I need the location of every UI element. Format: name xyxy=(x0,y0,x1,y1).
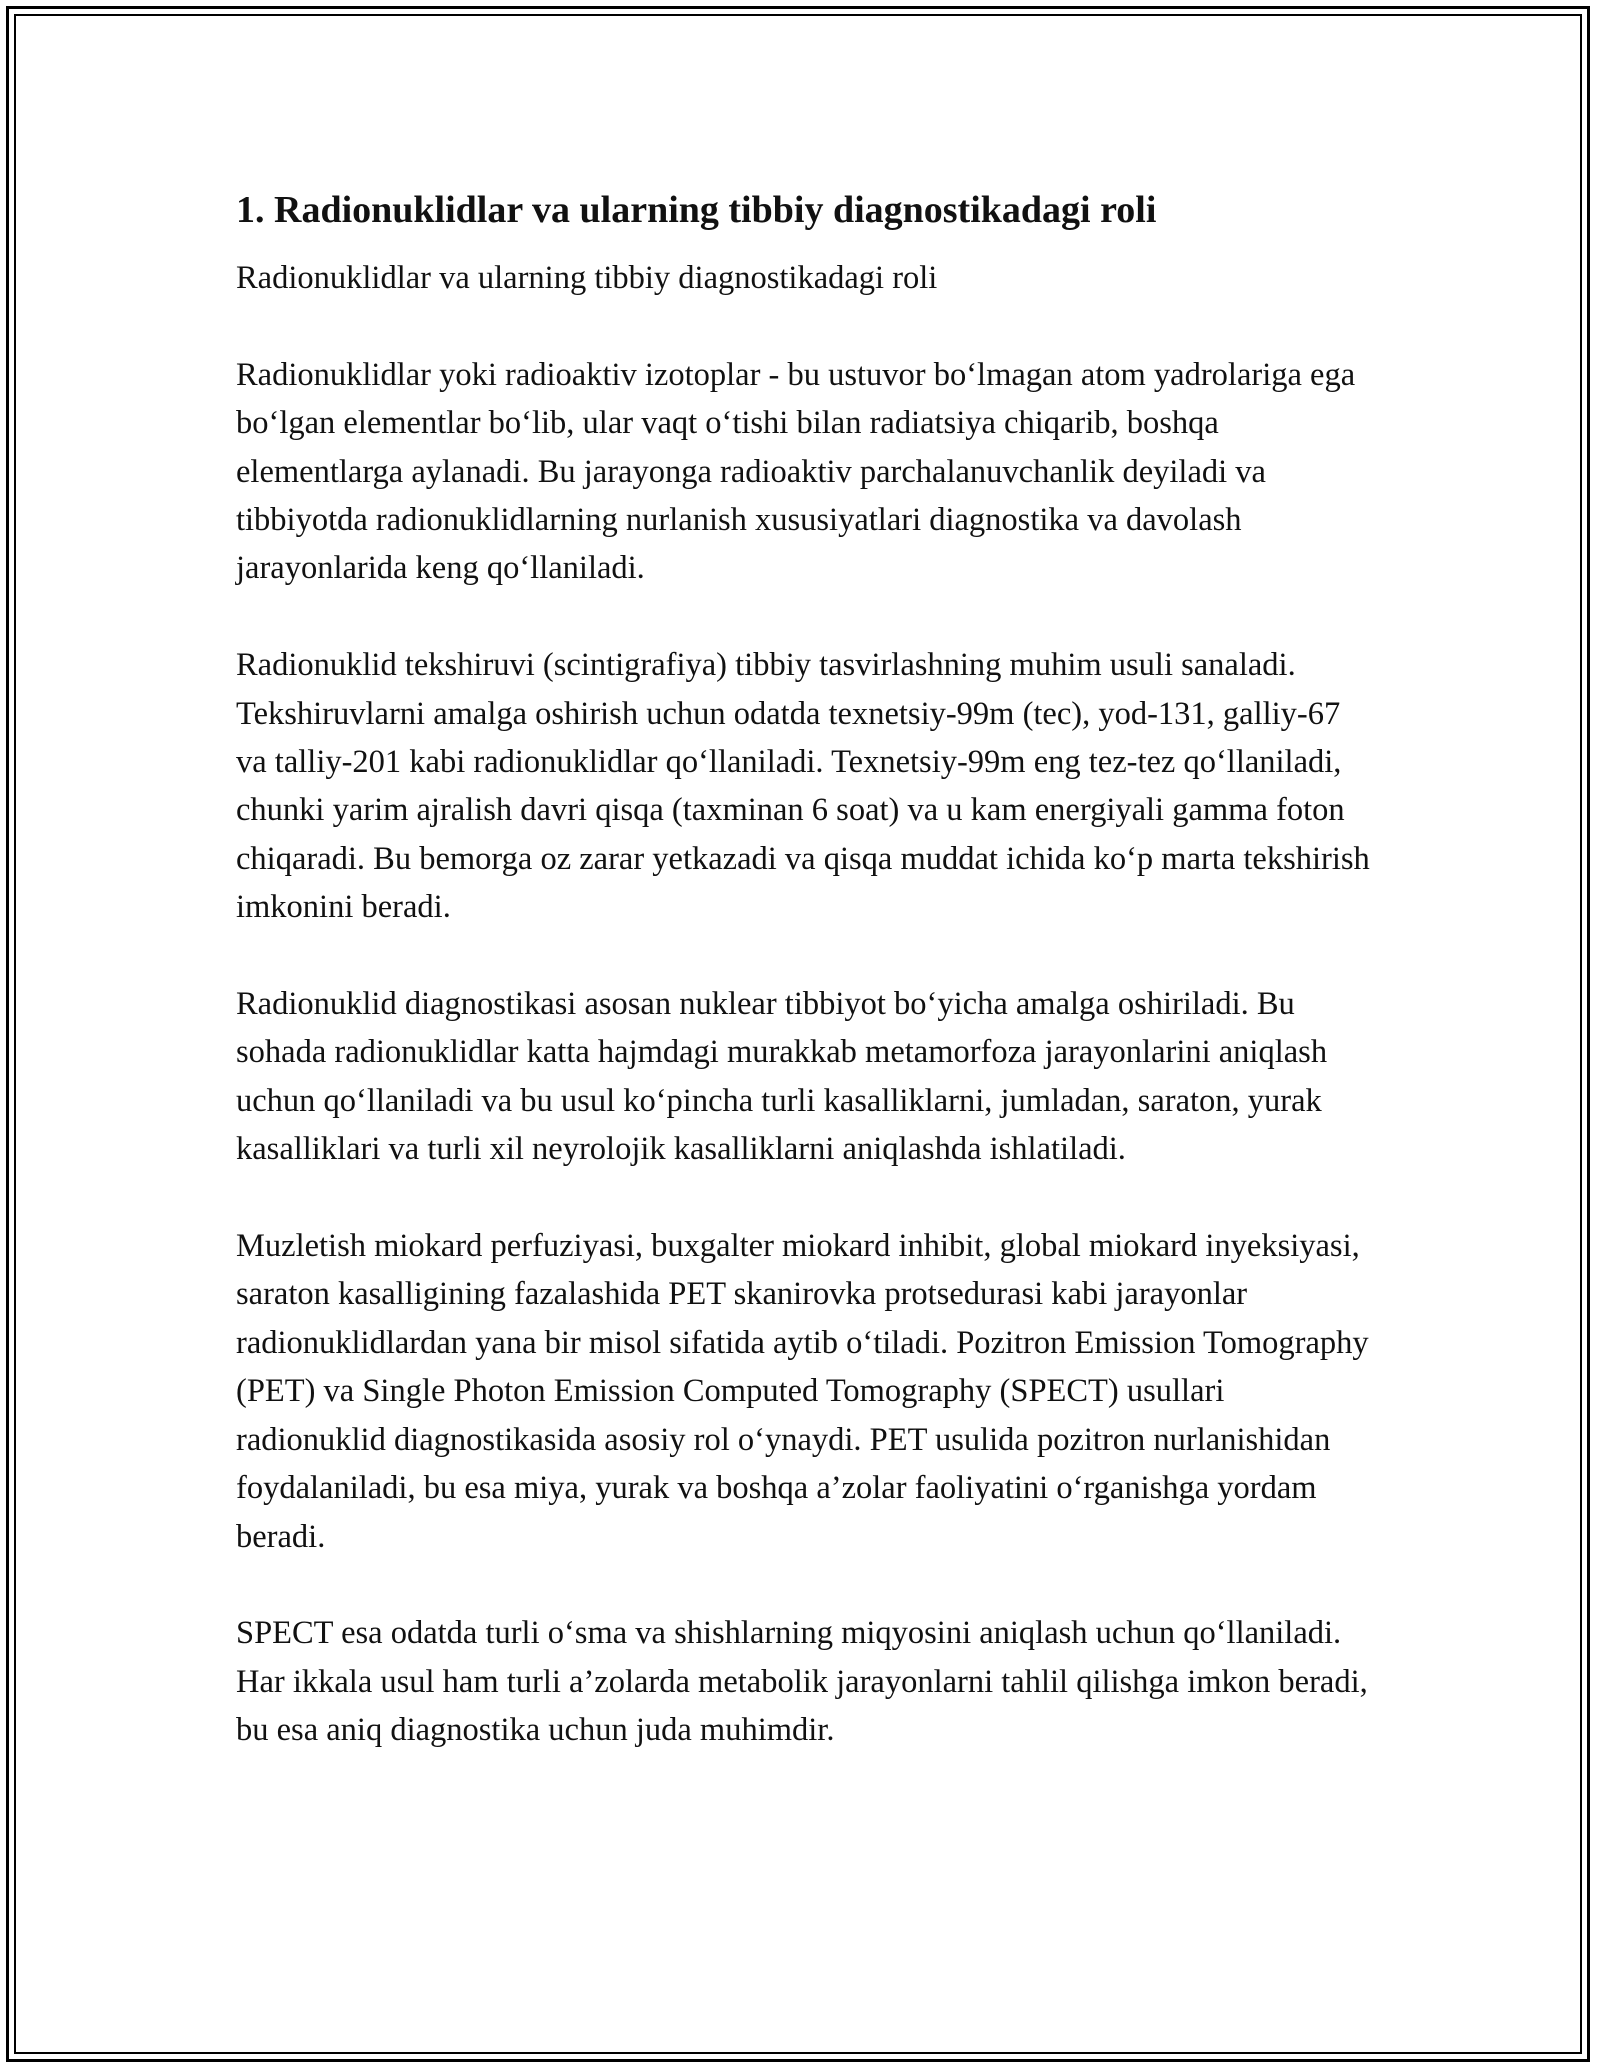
document-body xyxy=(236,186,1376,1803)
paragraph-spect-usage: SPECT esa odatda turli o‘sma va shishlarning miqyosini aniqlash uchun qo‘llaniladi. Har ikkala usul ham turli a’zolarda metabolik jarayonlarni tahlil qilishga imkon beradi, bu esa aniq diagnostika uchun juda muhimdir. xyxy=(236,1615,1368,1749)
paragraph-pet-spect: Muzletish miokard perfuziyasi, buxgalter miokard inhibit, global miokard inyeksiyasi, saraton kasalligining fazalashida PET skanirovka protsedurasi kabi jarayonlar radionuklidlardan yana bir misol sifatida aytib o‘tiladi. Pozitron Emission Tomography (PET) va Single Photon Emission Computed Tomography (SPECT) usullari radionuklid diagnostikasida asosiy rol o‘ynaydi. PET usulida pozitron nurlanishidan foydalaniladi, bu esa miya, yurak va boshqa a’zolar faoliyatini o‘rganishga yordam beradi. xyxy=(236,1228,1369,1555)
section-heading: 1. Radionuklidlar va ularning tibbiy diagnostikadagi roli xyxy=(236,189,1157,231)
paragraph-nuclear-medicine: Radionuklid diagnostikasi asosan nuklear tibbiyot bo‘yicha amalga oshiriladi. Bu sohada radionuklidlar katta hajmdagi murakkab metamorfoza jarayonlarini aniqlash uchun qo‘llaniladi va bu usul ko‘pincha turli kasalliklarni, jumladan, saraton, yurak kasalliklari va turli xil neyrolojik kasalliklarni aniqlashda ishlatiladi. xyxy=(236,986,1328,1168)
paragraph-radionuclides-definition: Radionuklidlar yoki radioaktiv izotoplar - bu ustuvor bo‘lmagan atom yadrolariga ega bo‘lgan elementlar bo‘lib, ular vaqt o‘tishi bilan radiatsiya chiqarib, boshqa elementlarga aylanadi. Bu jarayonga radioaktiv parchalanuvchanlik deyiladi va tibbiyotda radionuklidlarning nurlanish xususiyatlari diagnostika va davolash jarayonlarida keng qo‘llaniladi. xyxy=(236,356,1356,587)
paragraph-scintigraphy: Radionuklid tekshiruvi (scintigrafiya) tibbiy tasvirlashning muhim usuli sanaladi. Tekshiruvlarni amalga oshirish uchun odatda texnetsiy-99m (tec), yod-131, galliy-67 va talliy-201 kabi radionuklidlar qo‘llaniladi. Texnetsiy-99m eng tez-tez qo‘llaniladi, chunki yarim ajralish davri qisqa (taxminan 6 soat) va u kam energiyali gamma foton chiqaradi. Bu bemorga oz zarar yetkazadi va qisqa muddat ichida ko‘p marta tekshirish imkonini beradi. xyxy=(236,647,1370,926)
section-subtitle: Radionuklidlar va ularning tibbiy diagnostikadagi roli xyxy=(236,260,938,296)
